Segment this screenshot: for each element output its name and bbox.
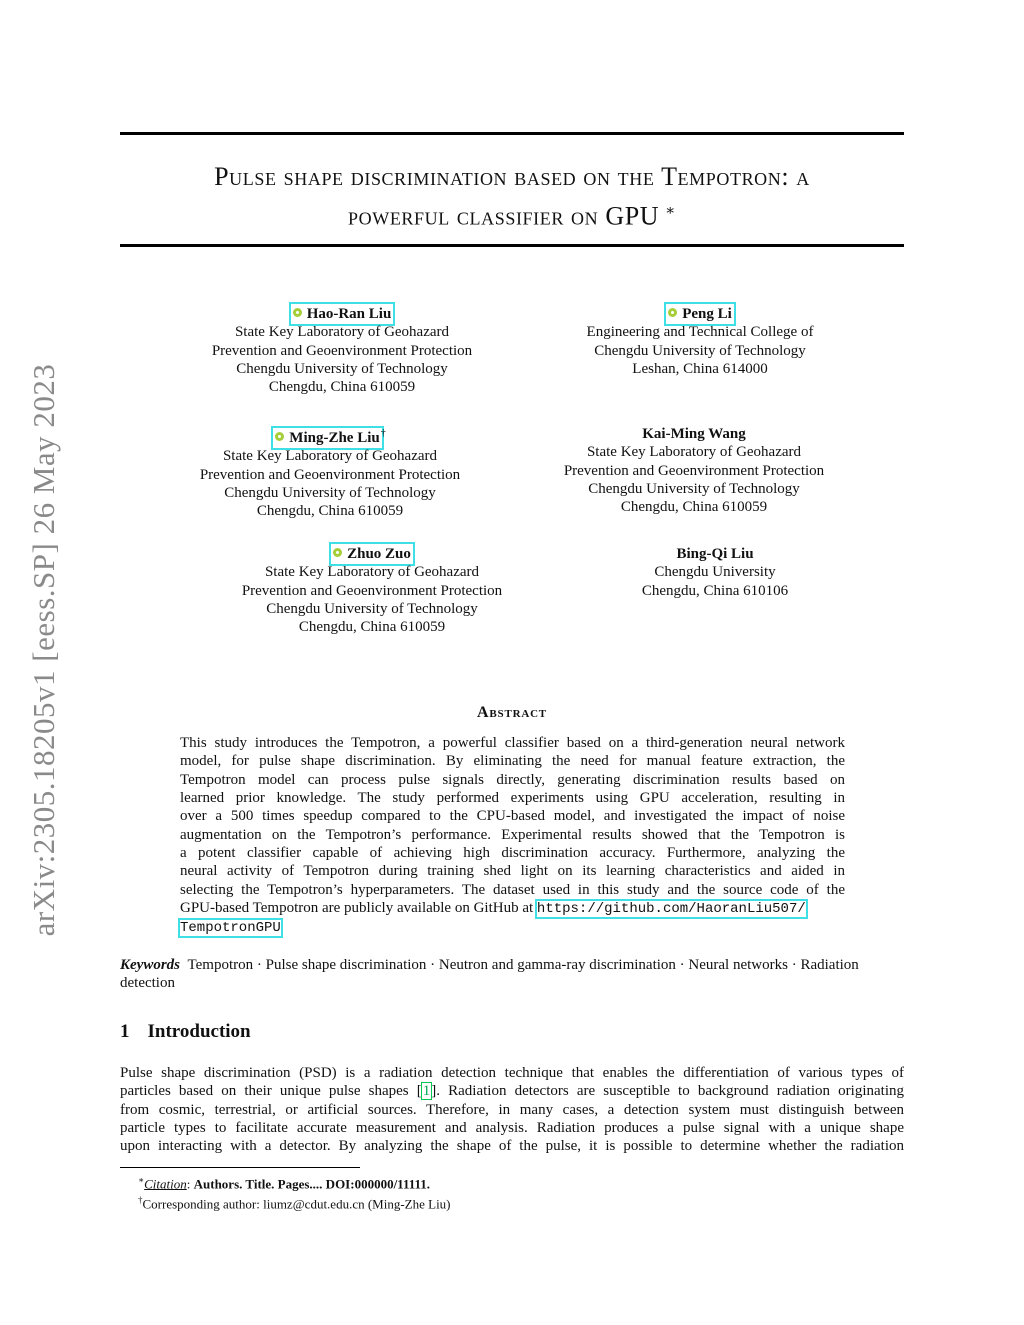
affiliation-line: Chengdu, China 610059 [620,499,768,516]
author-link-peng-li[interactable] [667,305,733,323]
author-name: Kai-Ming Wang [642,426,746,442]
affiliation-line: State Key Laboratory of Geohazard [234,324,450,341]
github-link-continuation[interactable]: TempotronGPU [180,920,281,937]
affiliation-line: State Key Laboratory of Geohazard [264,564,480,581]
affiliation-line: Chengdu University of Technology [224,484,436,501]
abstract-line: learned prior knowledge. The study performed experiments using GPU acceleration, resulting in [180,790,845,807]
affiliation-line: State Key Laboratory of Geohazard [586,444,802,461]
footnote-corresponding [138,1192,451,1212]
citation-text: Authors. Title. Pages.... DOI:000000/11111. [193,1176,431,1192]
author-block-bing-qi-liu [535,545,895,600]
affiliation-line: Chengdu, China 610059 [268,379,416,396]
orcid-icon[interactable] [333,548,342,557]
keywords-text: Tempotron · Pulse shape discrimination · Neutron and gamma-ray discrimination · Neural networks · Radiation detection [120,957,859,992]
title-line-2 [120,194,904,234]
abstract-line: selecting the Tempotron’s hyperparameters. The dataset used in this study and the source code of the [180,881,845,898]
introduction-paragraph [120,1064,904,1156]
section-number: 1 [120,1021,130,1042]
paragraph-text: ]. Radiation detectors are susceptible to background radiation originating [431,1083,904,1100]
orcid-icon[interactable] [293,308,302,317]
author-block-zhuo-zuo [192,545,552,636]
affiliation-line: State Key Laboratory of Geohazard [222,448,438,465]
affiliation-line: Prevention and Geoenvironment Protection [563,462,825,479]
affiliation-line: Prevention and Geoenvironment Protection [211,342,473,359]
title-line-1: Pulse shape discrimination based on the Tempotron: a [214,162,810,191]
footnote-citation: ∗Citation: Authors. Title. Pages.... DOI:000000/11111. [138,1175,431,1192]
abstract-line: over a 500 times speedup compared to the CPU-based model, and investigated the impact of noise [180,808,845,825]
abstract-line-link-continuation [180,918,845,937]
author-name: Zhuo Zuo [347,546,411,562]
abstract-line: Tempotron model can process pulse signals directly, generating discrimination results based on [180,771,845,788]
arxiv-identifier: arXiv:2305.18205v1 [eess.SP] 26 May 2023 [26,363,61,937]
title-top-rule [120,132,904,135]
section-heading [120,1021,251,1043]
author-block-kai-ming-wang [514,425,874,516]
paragraph-line: particle types to facilitate accurate measurement and analysis. Radiation produces a pulse signal with a unique shape [120,1120,904,1137]
section-title: Introduction [147,1021,251,1042]
orcid-icon[interactable] [668,308,677,317]
affiliation-line: Leshan, China 614000 [632,360,768,377]
abstract-line: model, for pulse shape discrimination. By eliminating the need for manual feature extraction, the [180,753,845,770]
abstract-line: augmentation on the Tempotron’s performance. Experimental results showed that the Tempotron is [180,826,845,843]
abstract-heading: Abstract [477,704,547,721]
footnotes [138,1172,451,1213]
paragraph-line: from cosmic, terrestrial, or artificial sources. Therefore, in many cases, a detection system must distinguish between [120,1101,904,1118]
title-footnote-mark: ∗ [665,203,676,219]
abstract-link-prefix: GPU-based Tempotron are publicly available on GitHub at [180,900,534,917]
affiliation-line: Prevention and Geoenvironment Protection [241,582,503,599]
title-line-2-text: powerful classifier on GPU [348,201,660,231]
affiliation-line: Chengdu University [654,564,776,581]
affiliation-line: Chengdu, China 610106 [641,582,789,599]
affiliation-line: Chengdu University of Technology [594,342,806,359]
corresponding-author-mark: † [380,428,386,439]
corresponding-text: Corresponding author: liumz@cdut.edu.cn (Ming-Zhe Liu) [142,1196,451,1212]
author-link-hao-ran-liu[interactable] [292,305,393,323]
keywords-label: Keywords [120,957,180,973]
affiliation-line: Chengdu University of Technology [266,600,478,617]
paragraph-line-with-ref [120,1082,904,1100]
citation-label: Citation [144,1176,187,1192]
author-block-hao-ran-liu [162,305,522,396]
orcid-icon[interactable] [275,432,284,441]
affiliation-line: Chengdu University of Technology [588,480,800,497]
paragraph-line: upon interacting with a detector. By analyzing the shape of the pulse, it is possible to determine whether the radiation [120,1138,904,1155]
paper-title [120,160,904,234]
affiliation-line: Engineering and Technical College of [586,324,814,341]
abstract-line: neural activity of Tempotron during training shed light on its learning characteristics and aided in [180,863,845,880]
title-bottom-rule [120,244,904,247]
footnote-mark: † [138,1195,143,1206]
footnote-mark: ∗ [138,1175,145,1185]
author-name: Ming-Zhe Liu [289,430,380,446]
paragraph-line: Pulse shape discrimination (PSD) is a radiation detection technique that enables the differentiation of various types of [120,1065,904,1081]
affiliation-line: Chengdu University of Technology [236,360,448,377]
author-link-zhuo-zuo[interactable] [332,545,412,563]
abstract-line-with-link [180,899,845,918]
author-name: Bing-Qi Liu [676,546,754,562]
github-link[interactable]: https://github.com/HaoranLiu507/ [536,901,806,918]
citation-link[interactable]: 1 [422,1083,431,1100]
affiliation-line: Prevention and Geoenvironment Protection [199,466,461,483]
abstract-body [180,734,845,938]
abstract-line: This study introduces the Tempotron, a powerful classifier based on a third-generation neural network [180,735,845,751]
affiliation-line: Chengdu, China 610059 [256,503,404,520]
author-link-ming-zhe-liu[interactable] [274,429,380,447]
author-block-ming-zhe-liu [150,425,510,520]
author-name: Hao-Ran Liu [306,306,392,322]
footnote-rule [120,1167,360,1168]
affiliation-line: Chengdu, China 610059 [298,619,446,636]
paragraph-text: particles based on their unique pulse shapes [ [120,1083,422,1100]
keywords [120,956,904,993]
author-block-peng-li [520,305,880,378]
author-name: Peng Li [682,306,732,322]
abstract-line: a potent classifier capable of achieving high discrimination accuracy. Furthermore, analyzing the [180,845,845,862]
